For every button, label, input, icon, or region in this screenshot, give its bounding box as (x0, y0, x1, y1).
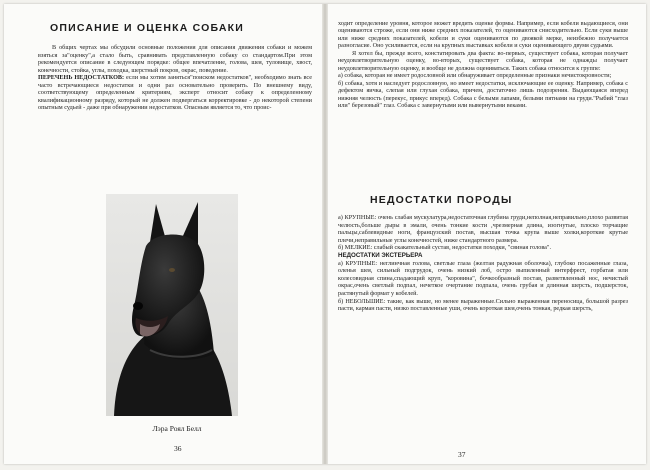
exterior-minor-defects (338, 298, 628, 313)
photo-caption: Лэра Роял Белл (152, 424, 202, 433)
exterior-minor-label: б) НЕБОЛЬШИЕ: (338, 297, 386, 305)
right-page-heading: НЕДОСТАТКИ ПОРОДЫ (370, 194, 513, 206)
left-paragraph-defects (38, 74, 312, 112)
right-page-lower-body (338, 214, 628, 313)
breed-major-text: очень слабая мускулатура,недостаточная глубина груди,неполная,неправильно,плохо развитая челюсть,больше дыры в эмали, очень тонкие кости ,чрезмерная длина, изогнутые, плоско торчащие пальцы,саблевидные ноги, французский постав, высшая точка крупа выше холки,короткие крутые плечи,неправильные углы конечностей, ниже стандартного размера. (338, 214, 628, 244)
left-page (4, 4, 324, 464)
exterior-major-text: неглинчная голова, светлые глаза (желтая радужная оболочка), глубоко посаженные глаза, оленья шея, сильный подгрудок, очень низкий лоб, остро выпиленный интерфрест, горбатая или колесовидная спина,спадающий круп, "коровина", бочкообразный постав, разветвленный нос, нечистый окрас,очень светлый подпал, нечеткое очертание подпала, очень грубая и длинная шерсть, подшерсток, растянутый формат у кобелей. (338, 259, 628, 297)
left-page-number: 36 (174, 444, 182, 453)
exterior-subheading: НЕДОСТАТКИ ЭКСТЕРЬЕРА (338, 251, 423, 259)
doberman-portrait-image (106, 194, 238, 416)
exterior-major-defects (338, 260, 628, 298)
defects-text: если мы хотим заняться"поиском недостатков", необходимо знать все часто встречающиеся недостатки и одни раз основательно проверить. По внешнему виду, соответствующему определенным критериям, эксперт относит собаку к определенному квалификационному разряду, который не должен подвергаться корректировке - до некоторой степени опытным судьей - даже при обнаружении недостатков. Опасным является то, что проис- (38, 74, 312, 112)
breed-minor-defects (338, 244, 628, 252)
breed-minor-text: слабый скакательный сустав, недостатки походки, "свиная голова". (372, 244, 552, 252)
right-page-number: 37 (458, 450, 466, 459)
breed-major-defects (338, 214, 628, 244)
exterior-major-label: а) КРУПНЫЕ: (338, 259, 378, 267)
left-page-heading: ОПИСАНИЕ И ОЦЕНКА СОБАКИ (50, 22, 244, 34)
book-spread (4, 4, 646, 464)
right-item-b: б) собака, хотя и наследует родословную, но имеет недостатки, исключающие ее оценку. Например, собака с дефектом яичка, слепая или глухая собака, причем, достаточно лишь подозрения. Выдающаяся вперед нижняя челюсть (перекус, прикус вперед). Собака с белыми лапами, белыми пятнами на груди."Рыбий "глаз или" березовый" глаз. Собака с завернутыми или вывернутыми веками. (338, 79, 628, 109)
right-paragraph-continued: ходит определение уровня, которое может вредить оценке формы. Например, если кобели выдающиеся, они оцениваются строже, если они ниже средних показателей, то оцениваются снисходительно. Если суки выше или ниже средних показателей, кобели и суки оцениваются по двоякой мерке, неизбежно получается разногласие. Оно усиливается, если на крупных выставках кобели и суки оценивающего двумя судьями. (338, 20, 628, 50)
right-paragraph-facts: Я хотел бы, прежде всего, констатировать два факта: во-первых, существует собака, которая получает неудовлетворительную оценку, во-вторых, существует собака, которая не однажды получает неудовлетворительную оценку, и вообще не должна оцениваться. Таких собака относится к группе: (338, 49, 628, 72)
dog-photo (106, 194, 238, 416)
defects-label: ПЕРЕЧЕНЬ НЕДОСТАТКОВ: (38, 74, 125, 82)
right-page (326, 4, 646, 464)
breed-major-label: а) КРУПНЫЕ: (338, 214, 377, 221)
exterior-minor-text: такие, как выше, но менее выраженные.Сильно выраженная переносица, большой разрез пасти, карман пасти, низко поставленные уши, очень короткая шея,очень тонкая, редкая шерсть, (338, 297, 628, 313)
right-item-a: а) собака, которая не имеет родословной или обнаруживает определенные признаки нечистокровности; (338, 72, 612, 80)
right-page-upper-body (338, 20, 628, 109)
breed-minor-label: б) МЕЛКИЕ: (338, 244, 373, 252)
left-page-body (38, 44, 312, 112)
left-paragraph-intro: В общих чертах мы обсудили основные положения для описания движения собаки и можем взяться за"оценку",а стало быть, сравнивать представленную собаку со стандартом.При этом рекомендуется описание в следующем порядке: общее впечатление, голова, шея, туловище, хвост, конечности, стойка, углы, походка, шерстный покров, окрас, поведение. (38, 44, 312, 74)
